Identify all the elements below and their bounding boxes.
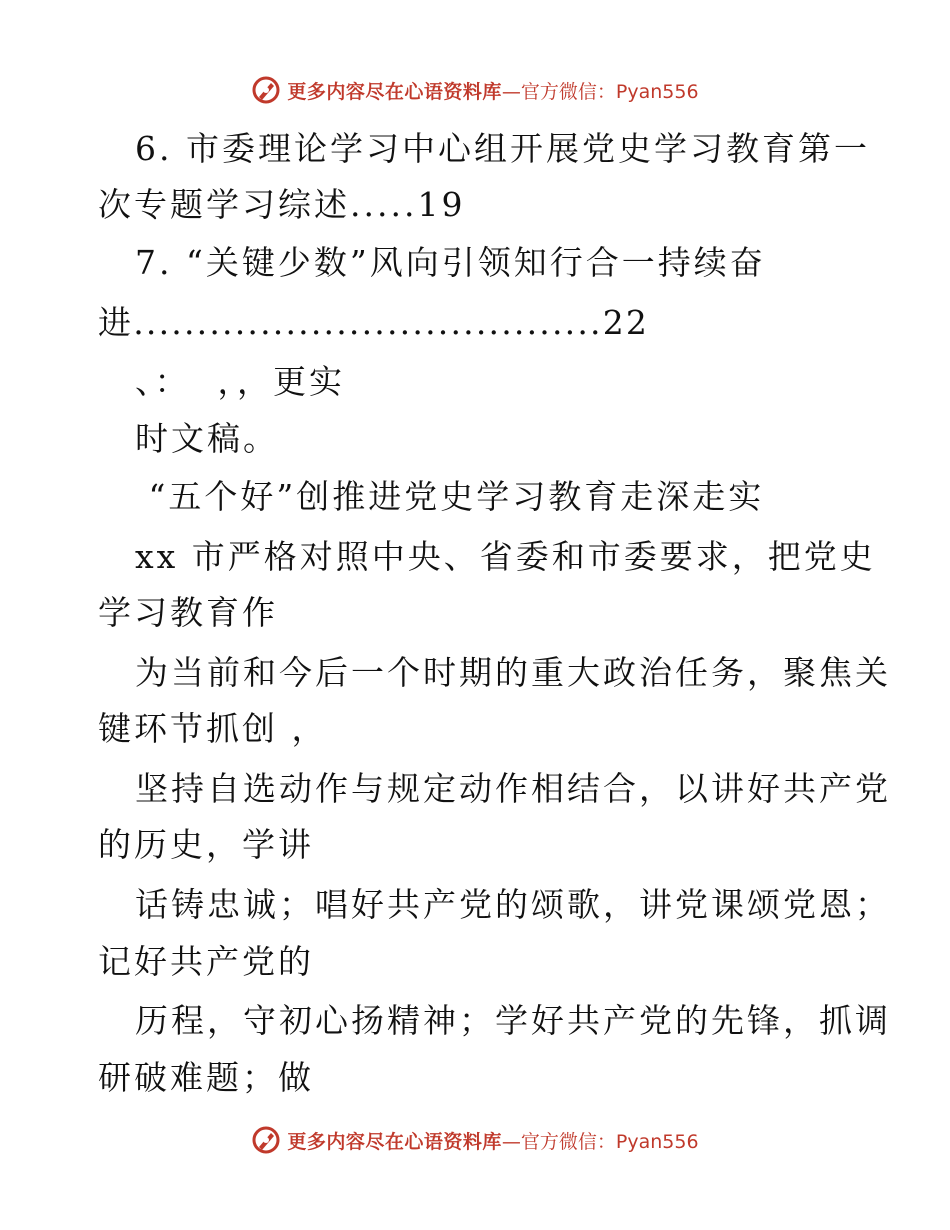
text-line: 键环节抓创 ， bbox=[98, 709, 328, 748]
text-line: 历程，守初心扬精神；学好共产党的先锋，抓调 bbox=[135, 1001, 891, 1040]
text-line: 坚持自选动作与规定动作相结合，以讲好共产党 bbox=[135, 769, 891, 808]
text-line: 进.....................................22 bbox=[98, 303, 650, 342]
text-line: 学习教育作 bbox=[98, 593, 278, 632]
text-line: 的历史，学讲 bbox=[98, 825, 314, 864]
text-line: 次专题学习综述.....19 bbox=[98, 185, 466, 224]
header-banner bbox=[0, 70, 950, 110]
text-line: 7. “关键少数”风向引领知行合一持续奋 bbox=[135, 243, 766, 282]
footer-banner-wechat: —官方微信：Pyan556 bbox=[501, 1130, 699, 1153]
text-line: 时文稿。 bbox=[135, 419, 279, 458]
pen-circle-logo-icon bbox=[251, 75, 281, 105]
text-line: 话铸忠诚；唱好共产党的颂歌，讲党课颂党恩； bbox=[135, 885, 891, 924]
footer-banner-title: 更多内容尽在心语资料库 bbox=[287, 1130, 502, 1153]
text-line: 6. 市委理论学习中心组开展党史学习教育第一 bbox=[135, 129, 870, 168]
header-banner-title: 更多内容尽在心语资料库 bbox=[287, 80, 502, 103]
section-title: “五个好”创推进党史学习教育走深走实 bbox=[135, 477, 765, 516]
header-banner-wechat: —官方微信：Pyan556 bbox=[501, 80, 699, 103]
pen-circle-logo-icon bbox=[251, 1125, 281, 1155]
text-line: 研破难题；做 bbox=[98, 1058, 314, 1097]
text-line: xx 市严格对照中央、省委和市委要求，把党史 bbox=[135, 537, 876, 576]
text-line: 为当前和今后一个时期的重大政治任务，聚焦关 bbox=[135, 653, 891, 692]
footer-banner bbox=[0, 1120, 950, 1160]
text-line: 、： ，，更实 bbox=[135, 362, 345, 401]
text-line: 记好共产党的 bbox=[98, 942, 314, 981]
